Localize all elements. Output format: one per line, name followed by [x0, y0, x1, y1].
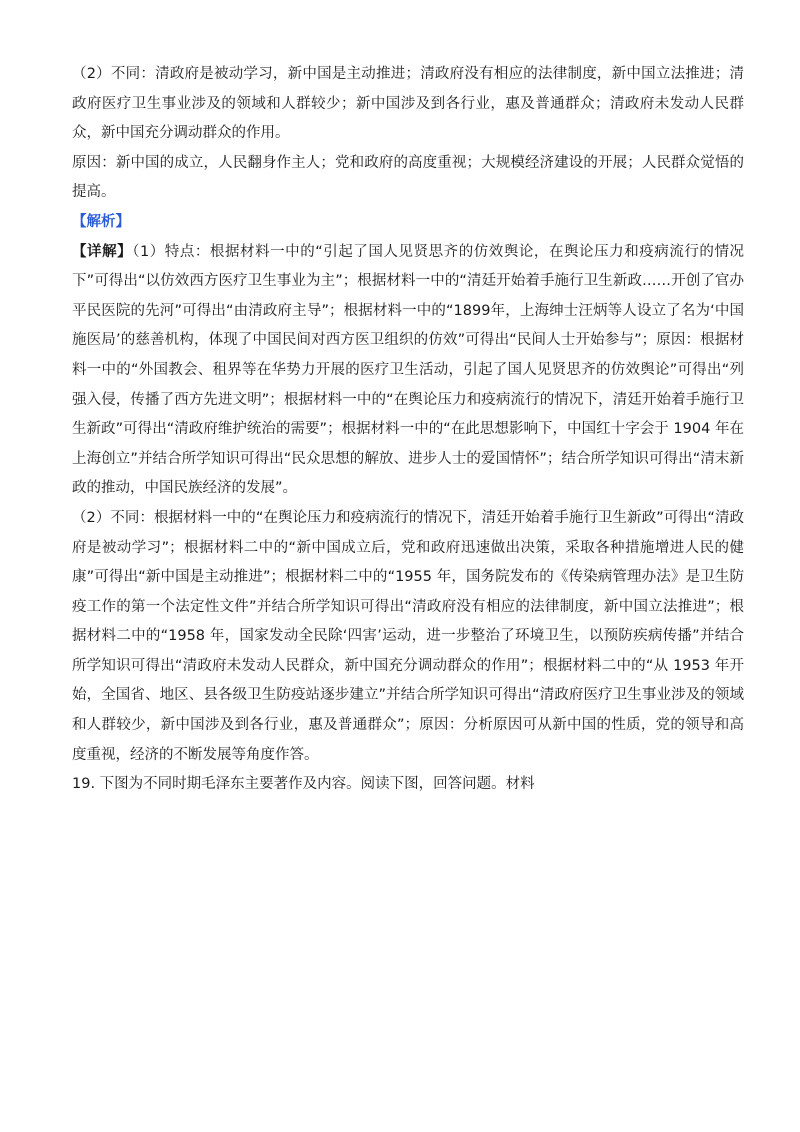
detail-label: 【详解】	[72, 243, 133, 260]
answer-part2-summary: （2）不同：清政府是被动学习，新中国是主动推进；清政府没有相应的法律制度，新中国立法推进；清政府医疗卫生事业涉及的领域和人群较少；新中国涉及到各行业，惠及普通群众；清政府未发动人民群众，新中国充分调动群众的作用。	[72, 66, 744, 142]
detail-paragraph	[72, 238, 744, 504]
analysis-section-tag: 【解析】	[72, 213, 130, 230]
question-19: 19. 下图为不同时期毛泽东主要著作及内容。阅读下图，回答问题。材料	[72, 776, 535, 793]
detail-text: （1）特点：根据材料一中的“引起了国人见贤思齐的仿效舆论，在舆论压力和疫病流行的情况下”可得出“以仿效西方医疗卫生事业为主”；根据材料一中的“清廷开始着手施行卫生新政……开创了官办平民医院的先河”可得出“由清政府主导”；根据材料一中的“1899年，上海绅士汪炳等人设立了名为‘中国施医局’的慈善机构，体现了中国民间对西方医卫组织的仿效”可得出“民间人士开始参与”；原因：根据材料一中的“外国教会、租界等在华势力开展的医疗卫生活动，引起了国人见贤思齐的仿效舆论”可得出“列强入侵，传播了西方先进文明”；根据材料一中的“在舆论压力和疫病流行的情况下，清廷开始着手施行卫生新政”可得出“清政府维护统治的需要”；根据材料一中的“在此思想影响下，中国红十字会于 1904 年在上海创立”并结合所学知识可得出“民众思想的解放、进步人士的爱国情怀”；结合所学知识可得出“清末新政的推动，中国民族经济的发展”。	[72, 243, 745, 497]
answer-reason-summary: 原因：新中国的成立，人民翻身作主人；党和政府的高度重视；大规模经济建设的开展；人民群众觉悟的提高。	[72, 154, 744, 201]
detail-part2-paragraph: （2）不同：根据材料一中的“在舆论压力和疫病流行的情况下，清廷开始着手施行卫生新政”可得出“清政府是被动学习”；根据材料二中的“新中国成立后，党和政府迅速做出决策，采取各种措施增进人民的健康”可得出“新中国是主动推进”；根据材料二中的“1955 年，国务院发布的《传染病管理办法》是卫生防疫工作的第一个法定性文件”并结合所学知识可得出“清政府没有相应的法律制度，新中国立法推进”；根据材料二中的“1958 年，国家发动全民除‘四害’运动，进一步整治了环境卫生，以预防疾病传播”并结合所学知识可得出“清政府未发动人民群众，新中国充分调动群众的作用”；根据材料二中的“从 1953 年开始，全国省、地区、县各级卫生防疫站逐步建立”并结合所学知识可得出“清政府医疗卫生事业涉及的领域和人群较少，新中国涉及到各行业，惠及普通群众”；原因：分析原因可从新中国的性质，党的领导和高度重视，经济的不断发展等角度作答。	[72, 509, 744, 763]
document-page	[72, 60, 744, 800]
